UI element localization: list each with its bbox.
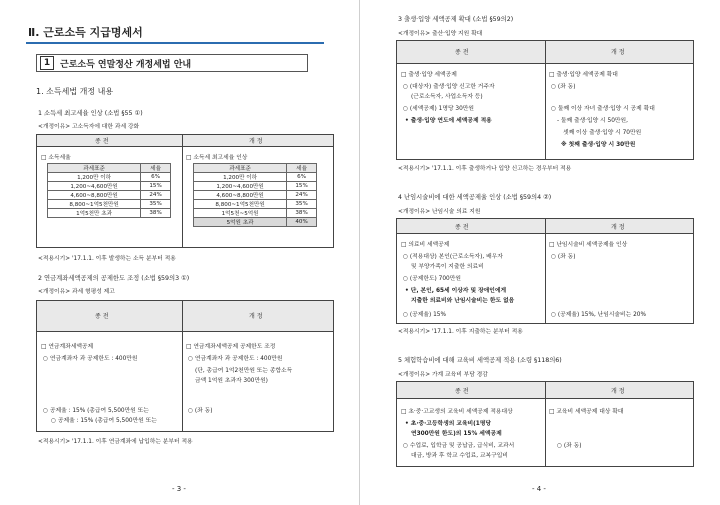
item2-effective: <적용시기> '17.1.1. 이후 연금계좌에 납입하는 분부터 적용 <box>38 439 193 445</box>
item5-current-line: • 초·중·고등학생의 교육비(1명당 <box>405 421 492 427</box>
item5-title: 5 체험학습비에 대해 교육비 세액공제 적용 (소령 §118의6) <box>398 357 562 364</box>
bracket: 1,200~4,600만원 <box>194 182 287 191</box>
item2-header-row <box>37 301 333 332</box>
item4-current-line: 지출한 의료비와 난임시술비는 한도 없음 <box>411 298 515 304</box>
bracket: 1억5천만 초과 <box>48 209 141 218</box>
rate: 35% <box>141 200 171 209</box>
rate: 38% <box>141 209 171 218</box>
bracket: 8,800~1억5천만원 <box>194 200 287 209</box>
item5-revised-line: ○ (좌 동) <box>557 443 582 449</box>
item4-comparison-table <box>396 218 694 324</box>
page-number: - 4 - <box>532 485 546 493</box>
item1-title: 1 소득세 최고세율 인상 (소법 §55 ①) <box>38 110 143 117</box>
item1-revised-rate-table <box>193 163 317 227</box>
item1-col-current: 종 전 <box>95 138 109 145</box>
item2-current-rate-note: ○ 공제율 : 15% (총급여 5,500만원 또는 <box>51 418 157 424</box>
rate: 40% <box>287 218 317 227</box>
item4-current-line: □ 의료비 세액공제 <box>401 242 450 248</box>
page-divider <box>359 0 360 505</box>
item2-col-revised: 개 정 <box>249 313 263 320</box>
item4-current-line: ○ (공제율) 15% <box>403 312 446 318</box>
item3-revised-line: - 둘째 출생·입양 시 50만원, <box>557 118 628 124</box>
bracket: 4,600~8,800만원 <box>48 191 141 200</box>
item4-col-current: 종 전 <box>455 224 469 231</box>
item4-current-line: ○ (적용대상) 본인(근로소득자), 배우자 <box>403 254 503 260</box>
item5-current-line: □ 초·중·고교생의 교육비 세액공제 적용대상 <box>401 409 513 415</box>
rate: 15% <box>287 182 317 191</box>
rate: 15% <box>141 182 171 191</box>
item1-comparison-table <box>36 134 334 248</box>
item4-revised-line: ○ (좌 동) <box>551 254 576 260</box>
item3-col-current: 종 전 <box>455 49 469 56</box>
item4-current-line: ○ (공제한도) 700만원 <box>403 276 461 282</box>
item3-col-revised: 개 정 <box>611 49 625 56</box>
item5-col-revised: 개 정 <box>611 388 625 395</box>
bracket: 1,200~4,600만원 <box>48 182 141 191</box>
item2-title: 2 연금계좌세액공제의 공제한도 조정 (소법 §59의3 ①) <box>38 275 190 282</box>
item2-current-rate-line: ○ 공제율 : 15% (총급여 5,500만원 또는 <box>43 408 149 414</box>
item5-current-line: 대금, 방과 후 학교 수업료, 교복구입비 <box>411 453 508 459</box>
rate-header: 세율 <box>141 164 171 173</box>
rate-header: 과세표준 <box>194 164 287 173</box>
item1-column-divider <box>182 135 183 247</box>
table-row <box>194 191 317 200</box>
table-row <box>194 173 317 182</box>
item1-revised-label: □ 소득세 최고세율 인상 <box>186 155 248 161</box>
item4-effective: <적용시기> '17.1.1. 이후 지출하는 분부터 적용 <box>398 329 523 335</box>
section-title: 근로소득 연말정산 개정세법 안내 <box>60 60 192 70</box>
left-page <box>6 0 354 505</box>
rate: 38% <box>287 209 317 218</box>
table-row <box>48 182 171 191</box>
bracket: 8,800~1억5천만원 <box>48 200 141 209</box>
item5-current-line: ○ 수업료, 입학금 및 공납금, 급식비, 교과서 <box>403 443 515 449</box>
item1-header-row <box>37 135 333 147</box>
item3-effective: <적용시기> '17.1.1. 이후 출생하거나 입양 신고하는 경우부터 적용 <box>398 166 572 172</box>
rate: 24% <box>141 191 171 200</box>
bracket: 1,200만 이하 <box>48 173 141 182</box>
item3-revised-line: 셋째 이상 출생·입양 시 70만원 <box>563 130 642 136</box>
rate: 6% <box>141 173 171 182</box>
item2-revised-line: ○ (좌 동) <box>188 408 213 414</box>
item5-current-line: 연300만원 한도)의 15% 세액공제 <box>411 431 502 437</box>
rate-header: 세율 <box>287 164 317 173</box>
item2-revised-line: □ 연금계좌세액공제 공제한도 조정 <box>186 344 276 350</box>
bracket: 5억원 초과 <box>194 218 287 227</box>
item3-column-divider <box>545 41 546 159</box>
item4-current-line: 및 부양가족이 지출한 의료비 <box>411 264 484 270</box>
item3-revised-line: ○ (좌 동) <box>551 84 576 90</box>
rate: 35% <box>287 200 317 209</box>
table-row <box>48 200 171 209</box>
bracket: 4,600~8,800만원 <box>194 191 287 200</box>
rate: 6% <box>287 173 317 182</box>
item3-current-line: • 출생·입양 연도에 세액공제 적용 <box>405 118 492 124</box>
table-row <box>194 209 317 218</box>
item3-reason: <개정이유> 출산·입양 지원 확대 <box>398 31 483 37</box>
item4-revised-line: ○ (공제율) 15%, 난임시술비는 20% <box>551 312 646 318</box>
item3-current-line: □ 출생·입양 세액공제 <box>401 72 457 78</box>
item3-revised-line: ○ 둘째 이상 자녀 출생·입양 시 공제 확대 <box>551 106 655 112</box>
item2-revised-line: (단, 총급여 1억2천만원 또는 종합소득 <box>195 368 293 374</box>
chapter-title: Ⅱ. 근로소득 지급명세서 <box>28 26 143 39</box>
table-row <box>48 209 171 218</box>
right-page <box>366 0 714 505</box>
item3-current-line: ○ (세액공제) 1명당 30만원 <box>403 106 474 112</box>
rate: 24% <box>287 191 317 200</box>
item5-comparison-table <box>396 381 694 467</box>
bracket: 1억5천~5억원 <box>194 209 287 218</box>
item1-col-revised: 개 정 <box>249 138 263 145</box>
item5-reason: <개정이유> 가계 교육비 부담 경감 <box>398 372 488 378</box>
item3-current-line: (근로소득자, 사업소득자 등) <box>411 94 483 100</box>
item2-column-divider <box>182 301 183 431</box>
item2-reason: <개정이유> 과세 형평성 제고 <box>38 289 115 295</box>
item3-revised-line: □ 출생·입양 세액공제 확대 <box>549 72 618 78</box>
item3-comparison-table <box>396 40 694 160</box>
item2-current-line: ○ 연금계좌자 과 공제한도 : 400만원 <box>43 356 138 362</box>
item1-effective: <적용시기> '17.1.1. 이후 발생하는 소득 분부터 적용 <box>38 256 176 262</box>
table-row <box>48 191 171 200</box>
item4-col-revised: 개 정 <box>611 224 625 231</box>
item4-title: 4 난임시술비에 대한 세액공제율 인상 (소법 §59의4 ②) <box>398 194 552 201</box>
rate-header: 과세표준 <box>48 164 141 173</box>
item4-current-line: • 단, 본인, 65세 이상자 및 장애인에게 <box>405 288 507 294</box>
item1-reason: <개정이유> 고소득자에 대한 과세 강화 <box>38 124 140 130</box>
item2-col-current: 종 전 <box>95 313 109 320</box>
table-row <box>194 218 317 227</box>
bracket: 1,200만 이하 <box>194 173 287 182</box>
item3-current-line: ○ (대상자) 출생·입양 신고한 거주자 <box>403 84 495 90</box>
chapter-rule <box>26 42 324 44</box>
item1-current-rate-table <box>47 163 171 218</box>
item3-title: 3 출생·입양 세액공제 확대 (소법 §59의2) <box>398 16 514 23</box>
table-row <box>194 182 317 191</box>
item4-reason: <개정이유> 난임시술 의료 지원 <box>398 209 481 215</box>
table-row <box>194 200 317 209</box>
item5-column-divider <box>545 382 546 466</box>
item4-column-divider <box>545 219 546 323</box>
item2-revised-line: ○ 연금계좌자 과 공제한도 : 400만원 <box>188 356 283 362</box>
item5-revised-line: □ 교육비 세액공제 대상 확대 <box>549 409 624 415</box>
item5-col-current: 종 전 <box>455 388 469 395</box>
page-number: - 3 - <box>172 485 186 493</box>
item2-comparison-table <box>36 300 334 432</box>
item2-current-line: □ 연금계좌세액공제 <box>41 344 94 350</box>
table-row <box>48 173 171 182</box>
item4-revised-line: □ 난임시술비 세액공제율 인상 <box>549 242 628 248</box>
subsection-title: 1. 소득세법 개정 내용 <box>36 87 114 96</box>
item3-revised-line: ※ 첫째 출생·입양 시 30만원 <box>561 142 636 148</box>
item1-current-label: □ 소득세율 <box>41 155 71 161</box>
section-number: 1 <box>40 56 54 70</box>
item2-revised-line: 금액 1억원 초과자 300만원) <box>195 378 268 384</box>
